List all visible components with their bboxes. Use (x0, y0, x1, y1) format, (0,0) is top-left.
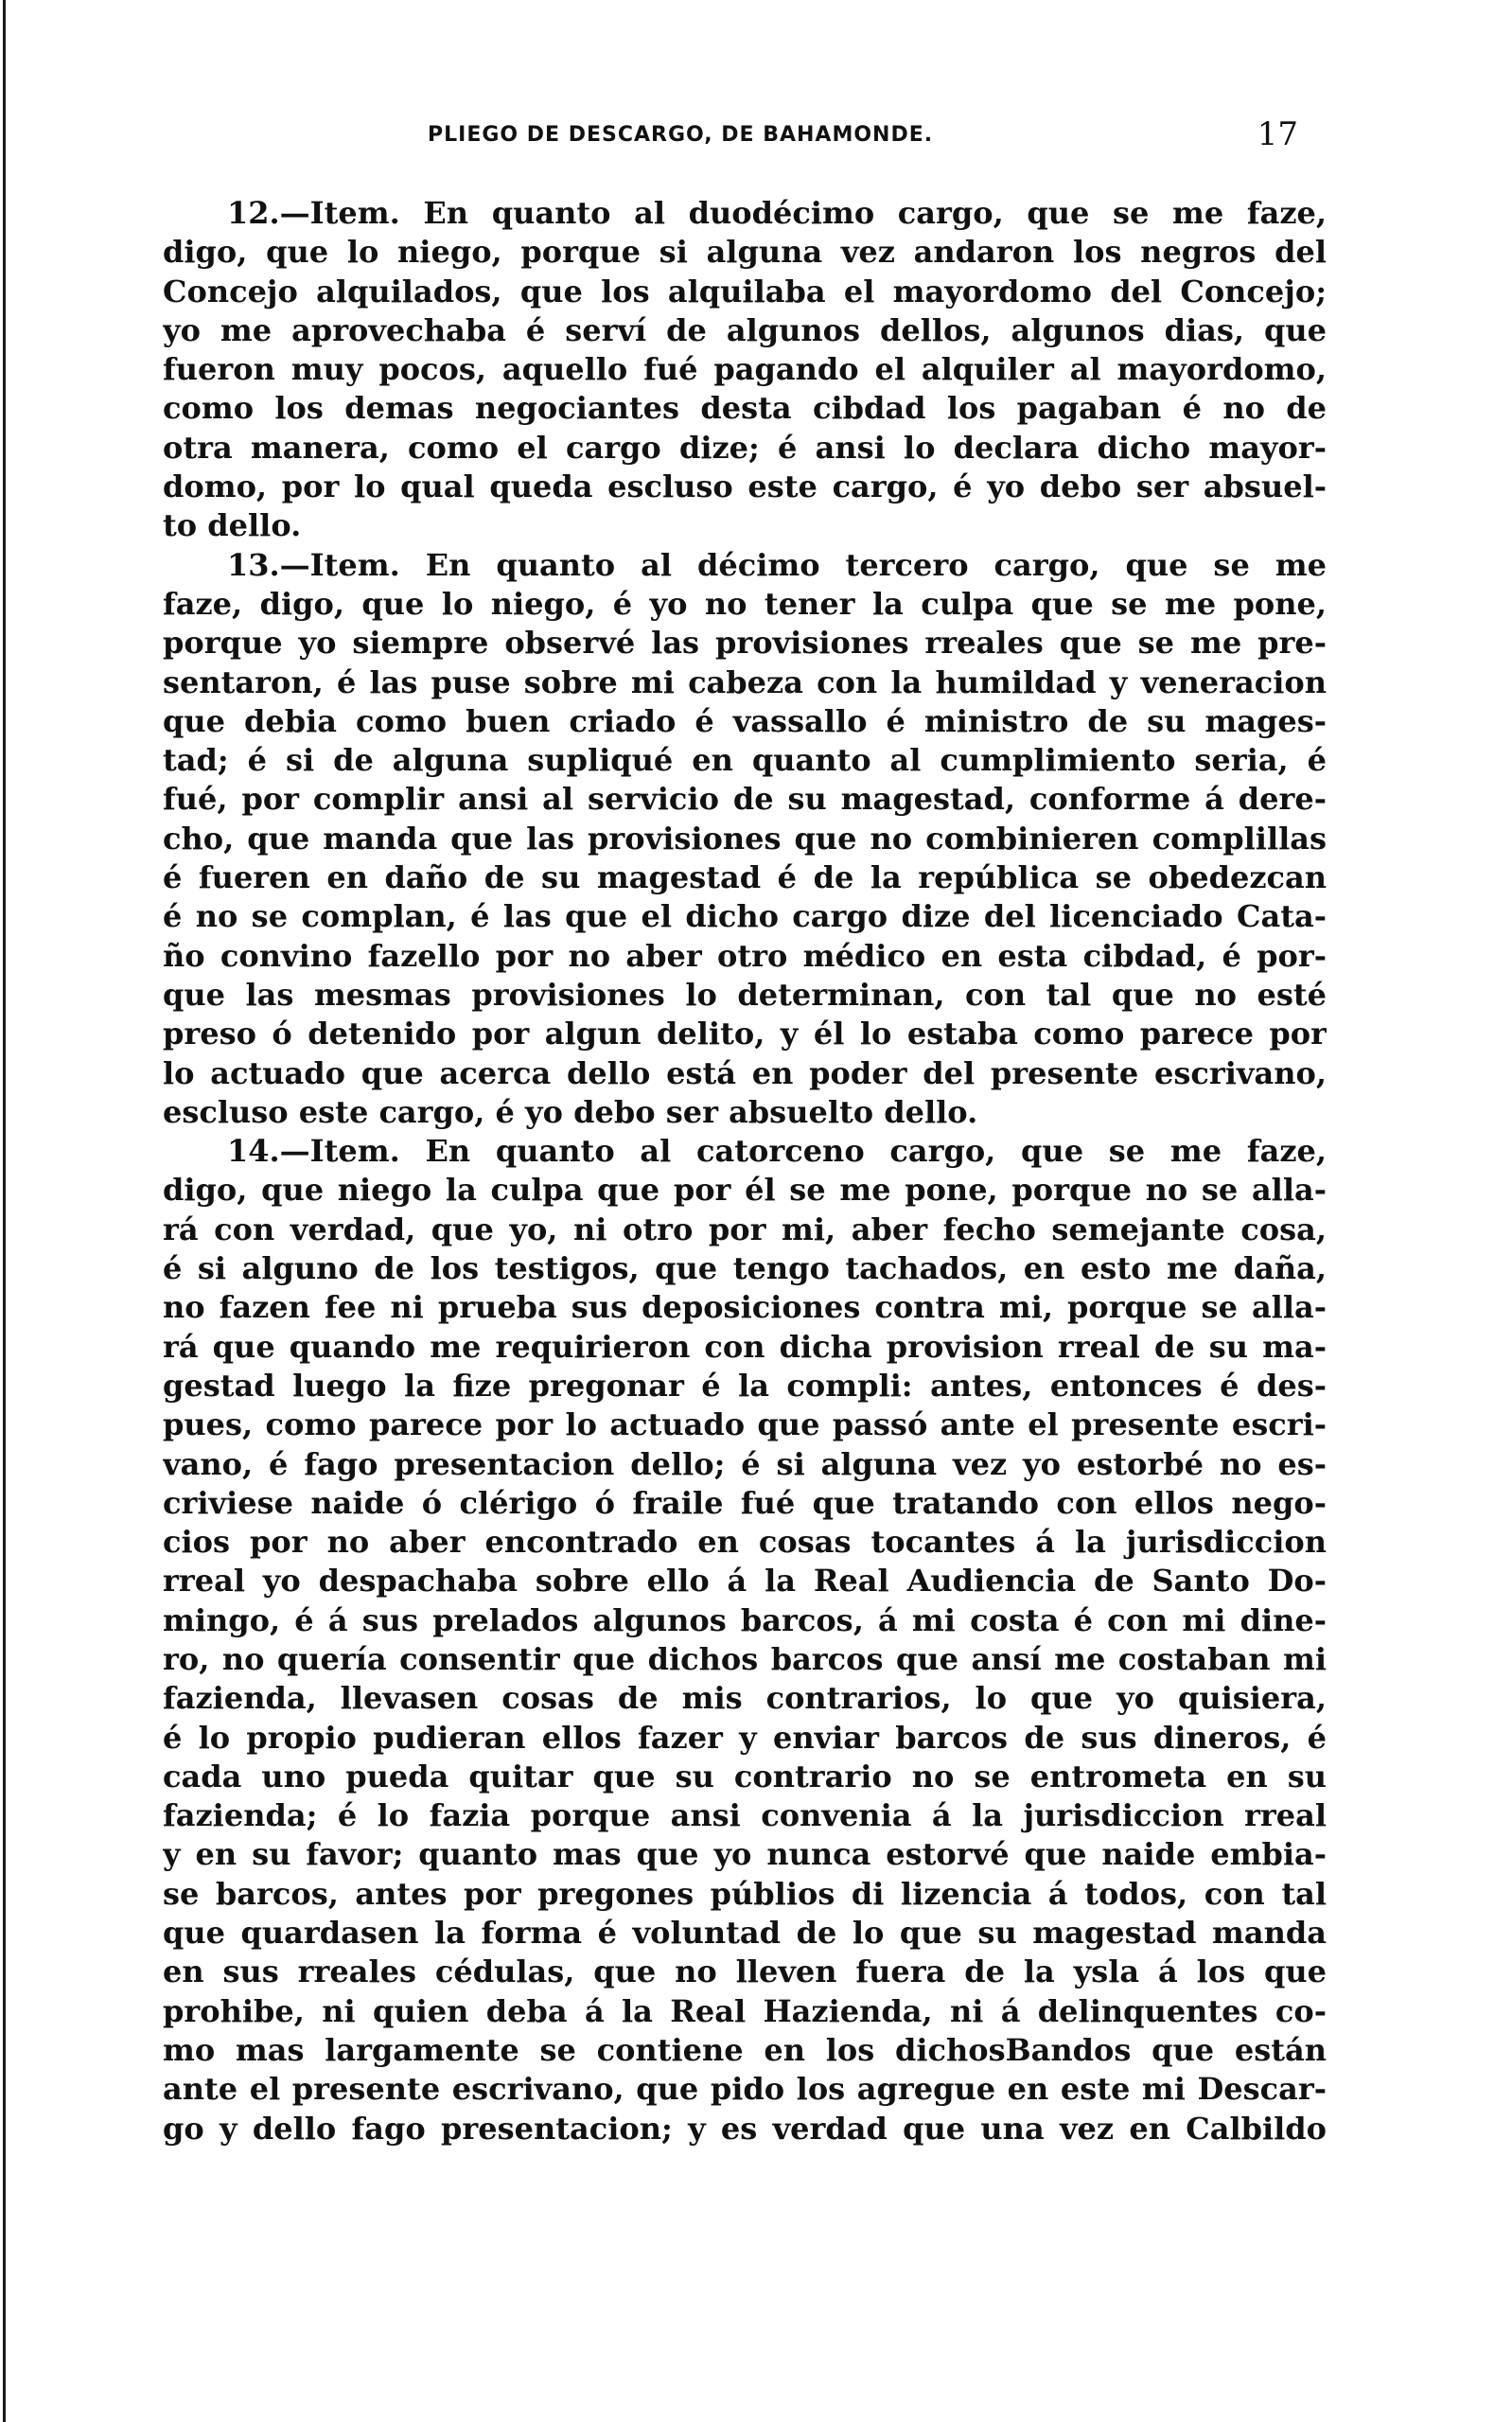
text-line: que debia como buen criado é vassallo é ministro de su mages- (163, 702, 1327, 739)
text-line: fazienda; é lo fazia porque ansi convenia á la jurisdiccion rreal (163, 1797, 1327, 1834)
text-line: prohibe, ni quien deba á la Real Hazienda, ni á delinquentes co- (163, 1992, 1327, 2029)
text-line: to dello. (163, 507, 302, 544)
text-line: y en su favor; quanto mas que yo nunca estorvé que naide embia- (163, 1836, 1327, 1873)
text-line: no fazen fee ni prueba sus deposiciones contra mi, porque se alla- (163, 1289, 1327, 1326)
page-edge-line (3, 0, 6, 2422)
text-line: cada uno pueda quitar que su contrario no se entrometa en su (163, 1758, 1327, 1794)
text-line: que quardasen la forma é voluntad de lo que su magestad manda (163, 1915, 1327, 1952)
text-line: criviese naide ó clérigo ó fraile fué que tratando con ellos nego- (163, 1484, 1327, 1521)
text-line: como los demas negociantes desta cibdad los pagaban é no de (163, 390, 1327, 427)
text-line: vano, é fago presentacion dello; é si alguna vez yo estorbé no es- (163, 1445, 1327, 1482)
text-line: yo me aprovechaba é serví de algunos dellos, algunos dias, que (163, 311, 1327, 348)
text-line: porque yo siempre observé las provisiones rreales que se me pre- (163, 625, 1327, 662)
text-line: mingo, é á sus prelados algunos barcos, á mi costa é con mi dine- (163, 1601, 1327, 1638)
text-line: se barcos, antes por pregones públios di lizencia á todos, con tal (163, 1875, 1327, 1912)
text-line: cho, que manda que las provisiones que no combinieren complillas (163, 820, 1327, 857)
body-text (163, 194, 1327, 2148)
running-head: PLIEGO DE DESCARGO, DE BAHAMONDE. (428, 123, 934, 147)
text-line: otra manera, como el cargo dize; é ansi lo declara dicho mayor- (163, 429, 1327, 466)
text-line: 12.—Item. En quanto al duodécimo cargo, que se me faze, (227, 195, 1327, 231)
text-line: fazienda, llevasen cosas de mis contrarios, lo que yo quisiera, (163, 1680, 1327, 1717)
text-line: rá con verdad, que yo, ni otro por mi, aber fecho semejante cosa, (163, 1211, 1327, 1247)
text-line: mo mas largamente se contiene en los dichosBandos que están (163, 2031, 1327, 2068)
text-line: tad; é si de alguna supliqué en quanto al cumplimiento seria, é (163, 742, 1327, 779)
text-line: cios por no aber encontrado en cosas tocantes á la jurisdiccion (163, 1524, 1327, 1561)
text-line: domo, por lo qual queda escluso este cargo, é yo debo ser absuel- (163, 468, 1327, 505)
paragraph-12 (163, 194, 1327, 546)
text-line: ante el presente escrivano, que pido los agregue en este mi Descar- (163, 2071, 1327, 2108)
text-line: rreal yo despachaba sobre ello á la Real Audiencia de Santo Do- (163, 1563, 1327, 1600)
text-line: fué, por complir ansi al servicio de su magestad, conforme á dere- (163, 781, 1327, 818)
text-line: é lo propio pudieran ellos fazer y enviar barcos de sus dineros, é (163, 1719, 1327, 1756)
text-line: é si alguno de los testigos, que tengo tachados, en esto me daña, (163, 1250, 1327, 1287)
paragraph-13 (163, 546, 1327, 1132)
text-line: que las mesmas provisiones lo determinan, con tal que no esté (163, 976, 1327, 1013)
text-line: faze, digo, que lo niego, é yo no tener la culpa que se me pone, (163, 585, 1327, 622)
text-line: rá que quando me requirieron con dicha provision rreal de su ma- (163, 1328, 1327, 1365)
text-line: lo actuado que acerca dello está en poder del presente escrivano, (163, 1054, 1327, 1091)
text-line: ño convino fazello por no aber otro médico en esta cibdad, é por- (163, 937, 1327, 974)
text-line: pues, como parece por lo actuado que passó ante el presente escri- (163, 1406, 1327, 1443)
text-line: gestad luego la fize pregonar é la compli: antes, entonces é des- (163, 1367, 1327, 1404)
text-line: digo, que lo niego, porque si alguna vez andaron los negros del (163, 234, 1327, 271)
text-line: go y dello fago presentacion; y es verdad que una vez en Calbildo (163, 2110, 1327, 2147)
page-number: 17 (1257, 115, 1298, 153)
paragraph-14 (163, 1132, 1327, 2148)
text-line: ro, no quería consentir que dichos barcos que ansí me costaban mi (163, 1640, 1327, 1677)
text-line: 13.—Item. En quanto al décimo tercero cargo, que se me (227, 546, 1327, 583)
text-line: en sus rreales cédulas, que no lleven fuera de la ysla á los que (163, 1954, 1327, 1990)
text-line: é no se complan, é las que el dicho cargo dize del licenciado Cata- (163, 898, 1327, 935)
text-line: é fueren en daño de su magestad é de la república se obedezcan (163, 859, 1327, 896)
text-line: Concejo alquilados, que los alquilaba el mayordomo del Concejo; (163, 273, 1327, 309)
page-header (163, 112, 1298, 168)
text-line: fueron muy pocos, aquello fué pagando el alquiler al mayordomo, (163, 351, 1327, 388)
text-line: escluso este cargo, é yo debo ser absuelto dello. (163, 1093, 978, 1130)
text-line: digo, que niego la culpa que por él se me pone, porque no se alla- (163, 1172, 1327, 1209)
text-line: 14.—Item. En quanto al catorceno cargo, que se me faze, (227, 1133, 1327, 1170)
text-line: preso ó detenido por algun delito, y él lo estaba como parece por (163, 1016, 1327, 1052)
text-line: sentaron, é las puse sobre mi cabeza con la humildad y veneracion (163, 663, 1327, 700)
